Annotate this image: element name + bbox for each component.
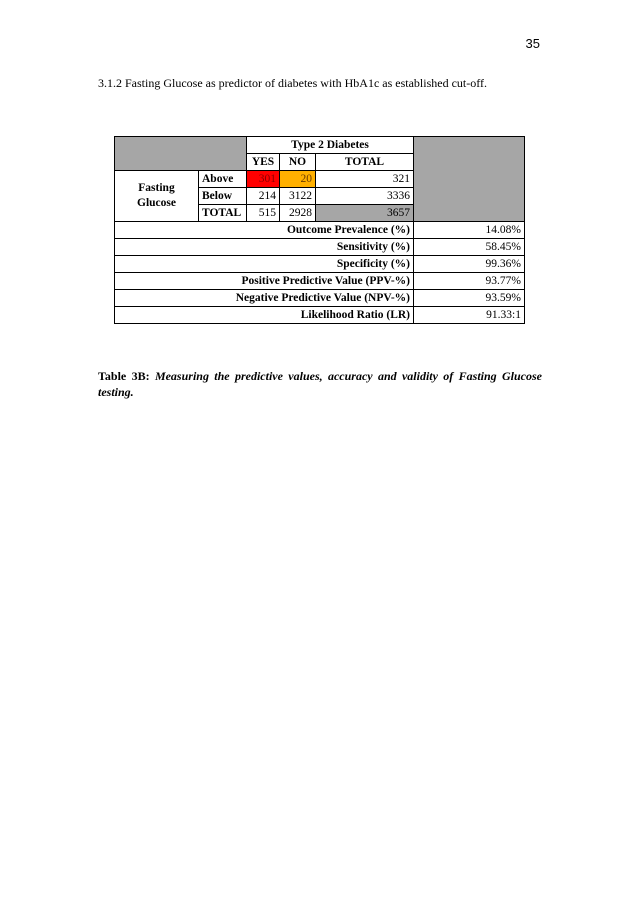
cell-above-no: 20	[280, 171, 316, 188]
results-table-container	[114, 136, 525, 324]
group-header: Type 2 Diabetes	[247, 137, 414, 154]
metric-row	[115, 256, 525, 273]
cell-above-total: 321	[316, 171, 414, 188]
row-label-total: TOTAL	[199, 205, 247, 222]
row-group-label: Fasting Glucose	[115, 171, 199, 222]
col-header-total: TOTAL	[316, 154, 414, 171]
row-label-below: Below	[199, 188, 247, 205]
results-table	[114, 136, 525, 324]
metric-row	[115, 290, 525, 307]
metric-label: Positive Predictive Value (PPV-%)	[115, 273, 414, 290]
cell-total-yes: 515	[247, 205, 280, 222]
col-header-no: NO	[280, 154, 316, 171]
metric-value: 14.08%	[414, 222, 525, 239]
caption-prefix: Table 3B:	[98, 369, 150, 383]
metric-value: 99.36%	[414, 256, 525, 273]
row-label-above: Above	[199, 171, 247, 188]
cell-below-yes: 214	[247, 188, 280, 205]
cell-above-yes: 301	[247, 171, 280, 188]
metric-row	[115, 307, 525, 324]
cell-below-no: 3122	[280, 188, 316, 205]
metric-label: Specificity (%)	[115, 256, 414, 273]
metric-value: 93.59%	[414, 290, 525, 307]
cell-below-total: 3336	[316, 188, 414, 205]
metric-label: Negative Predictive Value (NPV-%)	[115, 290, 414, 307]
page-number: 35	[525, 36, 540, 51]
metric-value: 93.77%	[414, 273, 525, 290]
col-header-yes: YES	[247, 154, 280, 171]
side-blank	[414, 137, 525, 222]
corner-blank-lower	[115, 154, 247, 171]
cell-total-total: 3657	[316, 205, 414, 222]
section-heading: 3.1.2 Fasting Glucose as predictor of diabetes with HbA1c as established cut-off.	[98, 76, 488, 90]
metric-row	[115, 239, 525, 256]
metric-row	[115, 273, 525, 290]
cell-total-no: 2928	[280, 205, 316, 222]
metric-value: 58.45%	[414, 239, 525, 256]
caption-text: Measuring the predictive values, accuracy and validity of Fasting Glucose testing.	[98, 369, 542, 399]
metric-label: Sensitivity (%)	[115, 239, 414, 256]
table-caption	[98, 368, 542, 400]
corner-blank	[115, 137, 247, 154]
metric-label: Likelihood Ratio (LR)	[115, 307, 414, 324]
metric-row	[115, 222, 525, 239]
metric-label: Outcome Prevalence (%)	[115, 222, 414, 239]
metric-value: 91.33:1	[414, 307, 525, 324]
